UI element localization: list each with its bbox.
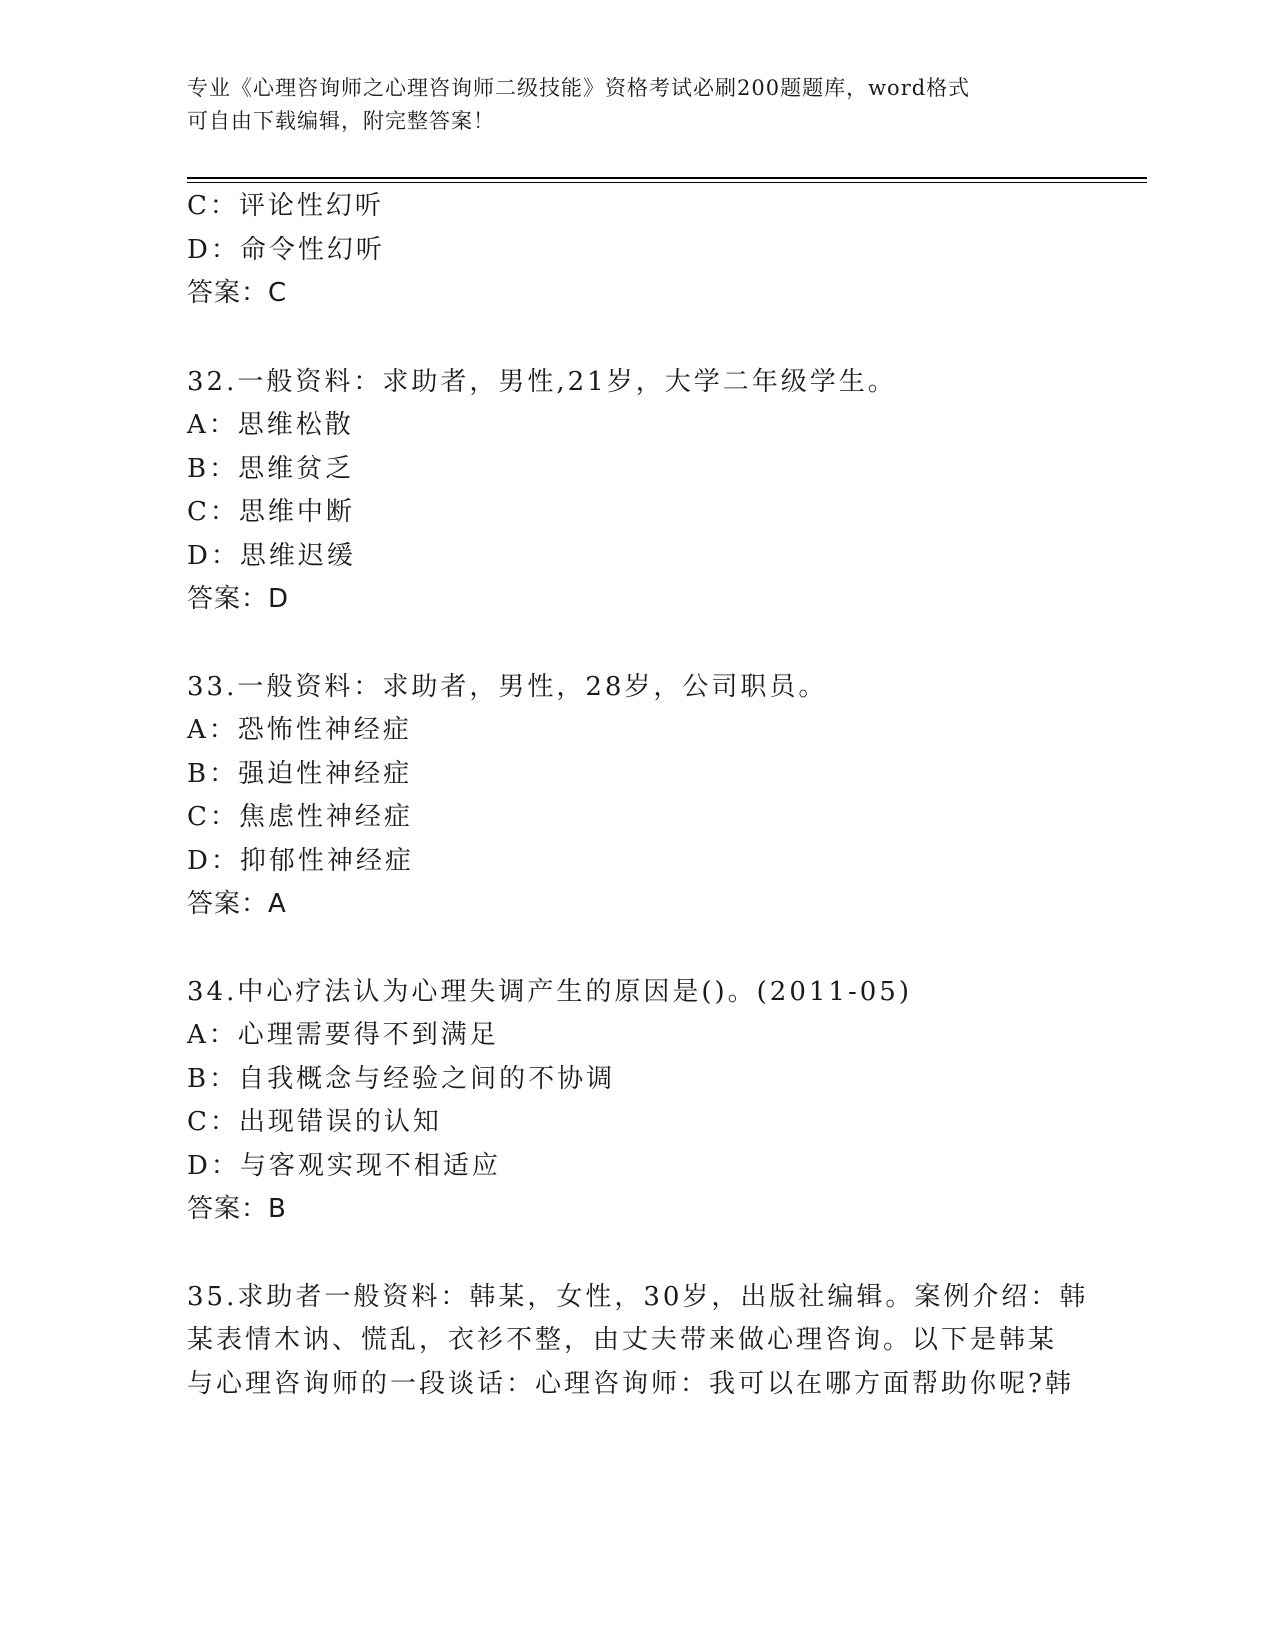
q31-option-c: C：评论性幻听 [187,191,384,221]
q34-option-d: D：与客观实现不相适应 [187,1151,501,1181]
header-line-2: 可自由下载编辑，附完整答案！ [187,109,495,133]
q33-answer: 答案：A [187,889,287,919]
q35-text-line-3: 与心理咨询师的一段谈话：心理咨询师：我可以在哪方面帮助你呢?韩 [187,1369,1074,1399]
q33-option-d: D：抑郁性神经症 [187,846,414,876]
q32-option-c: C：思维中断 [187,497,355,527]
q33-stem: 33.一般资料：求助者，男性，28岁，公司职员。 [187,672,828,702]
q33-option-a: A：恐怖性神经症 [187,715,412,745]
q32-option-a: A：思维松散 [187,410,354,440]
q32-stem: 32.一般资料：求助者，男性,21岁，大学二年级学生。 [187,367,897,397]
q31-answer: 答案：C [187,278,288,308]
q32-option-d: D：思维迟缓 [187,541,356,571]
q34-option-c: C：出现错误的认知 [187,1107,442,1137]
q32-answer: 答案：D [187,584,290,614]
header-divider-thick [187,177,1147,179]
q31-option-d: D：命令性幻听 [187,235,385,265]
header-line-1: 专业《心理咨询师之心理咨询师二级技能》资格考试必刷200题题库，word格式 [187,76,971,100]
q33-option-c: C：焦虑性神经症 [187,802,413,832]
header-divider-thin [187,182,1147,183]
q34-option-b: B：自我概念与经验之间的不协调 [187,1064,616,1094]
q35-text-line-2: 某表情木讷、慌乱，衣衫不整，由丈夫带来做心理咨询。以下是韩某 [187,1325,1058,1355]
q34-option-a: A：心理需要得不到满足 [187,1020,499,1050]
document-header [187,72,1067,138]
q34-answer: 答案：B [187,1194,287,1224]
q34-stem: 34.中心疗法认为心理失调产生的原因是()。(2011-05) [187,977,912,1007]
q35-text-line-1: 35.求助者一般资料：韩某，女性，30岁，出版社编辑。案例介绍：韩 [187,1282,1089,1312]
q32-option-b: B：思维贫乏 [187,454,355,484]
q33-option-b: B：强迫性神经症 [187,759,413,789]
